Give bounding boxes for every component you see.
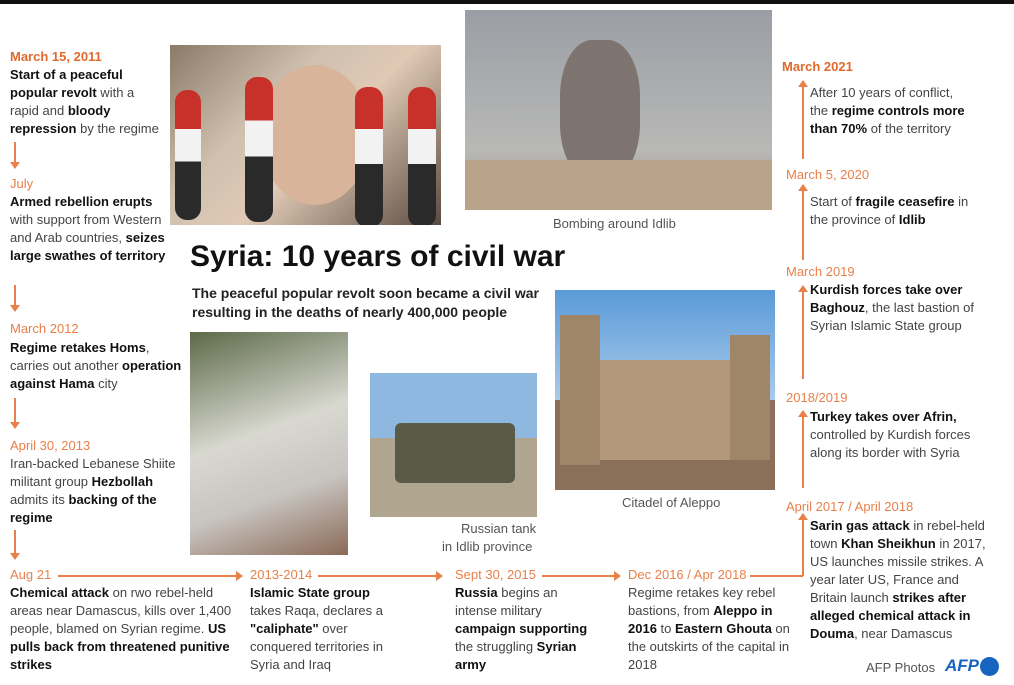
bottom-text-2: [455, 584, 600, 674]
text-segment: on the outskirts of the capital in 2018: [628, 621, 790, 672]
arrow-line: [802, 520, 804, 576]
arrow-line: [802, 416, 804, 488]
text-segment: admits its: [10, 492, 69, 507]
bold-text: Russia: [455, 585, 498, 600]
left-text-1: [10, 193, 170, 265]
bold-text: Turkey takes over Afrin,: [810, 409, 957, 424]
text-segment: with a rapid and: [10, 85, 135, 118]
arrow-line: [14, 398, 16, 422]
bold-text: Start of a peaceful popular revolt: [10, 67, 123, 100]
arrow-line: [802, 291, 804, 379]
text-segment: with support from Western and Arab countries,: [10, 212, 162, 245]
bottom-date-0: Aug 21: [10, 567, 52, 582]
arrow-line: [318, 575, 436, 577]
afp-logo-text: AFP: [945, 656, 979, 675]
caption-tank-line2: in Idlib province: [442, 539, 533, 554]
right-date-1: March 5, 2020: [786, 167, 870, 182]
arrow-line: [14, 285, 16, 305]
left-date-0: March 15, 2011: [10, 49, 102, 64]
text-segment: the struggling: [455, 639, 537, 654]
arrow-up-icon: [798, 513, 808, 520]
arrow-right-icon: [614, 571, 621, 581]
text-segment: over conquered territories in Syria and Iraq: [250, 621, 383, 672]
arrow-line: [14, 530, 16, 553]
bold-text: campaign supporting: [455, 621, 588, 636]
right-text-1: [810, 193, 970, 229]
bold-text: Kurdish forces take over Baghouz: [810, 282, 963, 315]
arrow-line: [14, 142, 16, 162]
bold-text: Eastern Ghouta: [675, 621, 772, 636]
left-text-3: [10, 455, 185, 527]
caption-citadel: Citadel of Aleppo: [622, 495, 721, 510]
arrow-line: [802, 86, 804, 159]
left-text-2: [10, 339, 192, 393]
bold-text: Islamic State group: [250, 585, 370, 600]
text-segment: by the regime: [76, 121, 159, 136]
photo-chemical-attack-victims: [190, 332, 348, 555]
left-date-2: March 2012: [10, 321, 79, 336]
bold-text: bloody repression: [10, 103, 111, 136]
left-date-1: July: [10, 176, 34, 191]
bottom-date-3: Dec 2016 / Apr 2018: [628, 567, 747, 582]
text-segment: on rwo rebel-held areas near Damascus, kills over 1,400 people, blamed on Syrian regime.: [10, 585, 232, 636]
text-segment: to: [656, 621, 675, 636]
arrow-line: [802, 190, 804, 260]
text-segment: , near Damascus: [854, 626, 953, 641]
bold-text: backing of the regime: [10, 492, 157, 525]
text-segment: controlled by Kurdish forces along its border with Syria: [810, 427, 971, 460]
bold-text: Regime retakes Homs: [10, 340, 146, 355]
bold-text: seizes large swathes of territory: [10, 230, 166, 263]
page-title: Syria: 10 years of civil war: [190, 240, 566, 273]
top-rule: [0, 0, 1014, 4]
bold-text: fragile ceasefire: [855, 194, 955, 209]
right-date-2: March 2019: [786, 264, 855, 279]
bold-text: regime controls more than 70%: [810, 103, 965, 136]
text-segment: Regime retakes key rebel bastions, from: [628, 585, 776, 618]
page-subtitle: The peaceful popular revolt soon became a civil war resulting in the deaths of nearly 400,000 people: [192, 285, 539, 320]
bottom-text-0: [10, 584, 232, 674]
arrow-down-icon: [10, 553, 20, 560]
text-segment: takes Raqa, declares a: [250, 603, 383, 618]
arrow-down-icon: [10, 305, 20, 312]
text-segment: city: [94, 376, 118, 391]
bold-text: Sarin gas attack: [810, 518, 910, 533]
arrow-line: [58, 575, 236, 577]
bold-text: Idlib: [898, 212, 926, 227]
text-segment: After 10 years of conflict, the: [810, 85, 954, 118]
text-segment: in 2017, US launches missile strikes. A year later US, France and Britain launch: [810, 536, 986, 605]
bottom-text-1: [250, 584, 390, 674]
text-segment: Start of: [810, 194, 856, 209]
text-segment: in rebel-held town: [810, 518, 985, 551]
right-text-0: [810, 84, 970, 138]
left-text-0: [10, 66, 165, 138]
right-date-3: 2018/2019: [786, 390, 848, 405]
photo-citadel-aleppo: [555, 290, 775, 490]
arrow-line: [750, 575, 803, 577]
right-date-0: March 2021: [782, 59, 853, 74]
right-text-3: [810, 408, 990, 462]
text-segment: , the last bastion of Syrian Islamic State group: [810, 300, 975, 333]
left-date-3: April 30, 2013: [10, 438, 91, 453]
bold-text: Armed rebellion erupts: [10, 194, 153, 209]
arrow-down-icon: [10, 162, 20, 169]
photo-assad-poster: [170, 45, 441, 225]
text-segment: in the province of: [810, 194, 969, 227]
bold-text: Chemical attack: [10, 585, 109, 600]
photo-bombing-idlib: [465, 10, 772, 210]
bold-text: US pulls back from threatened punitive strikes: [10, 621, 230, 672]
bold-text: Hezbollah: [91, 474, 154, 489]
arrow-right-icon: [236, 571, 243, 581]
right-text-2: [810, 281, 975, 335]
text-segment: begins an intense military: [455, 585, 558, 618]
text-segment: , carries out another: [10, 340, 150, 373]
text-segment: Iran-backed Lebanese Shiite militant group: [10, 456, 176, 489]
afp-logo-circle-icon: [980, 657, 999, 676]
text-segment: of the territory: [867, 121, 951, 136]
afp-logo: [945, 656, 999, 676]
arrow-line: [542, 575, 614, 577]
bold-text: Khan Sheikhun: [841, 536, 936, 551]
caption-bombing: Bombing around Idlib: [553, 216, 676, 231]
bold-text: Aleppo in 2016: [628, 603, 773, 636]
bottom-date-1: 2013-2014: [250, 567, 313, 582]
bold-text: operation against Hama: [10, 358, 182, 391]
bottom-text-3: [628, 584, 793, 674]
photo-credit: AFP Photos: [866, 660, 936, 675]
bold-text: "caliphate": [250, 621, 319, 636]
arrow-right-icon: [436, 571, 443, 581]
photo-russian-tank: [370, 373, 537, 517]
arrow-down-icon: [10, 422, 20, 429]
bold-text: Syrian army: [455, 639, 577, 672]
bold-text: strikes after alleged chemical attack in Douma: [810, 590, 971, 641]
right-text-4: [810, 517, 995, 643]
right-date-4: April 2017 / April 2018: [786, 499, 914, 514]
caption-tank-line1: Russian tank: [461, 521, 537, 536]
bottom-date-2: Sept 30, 2015: [455, 567, 536, 582]
